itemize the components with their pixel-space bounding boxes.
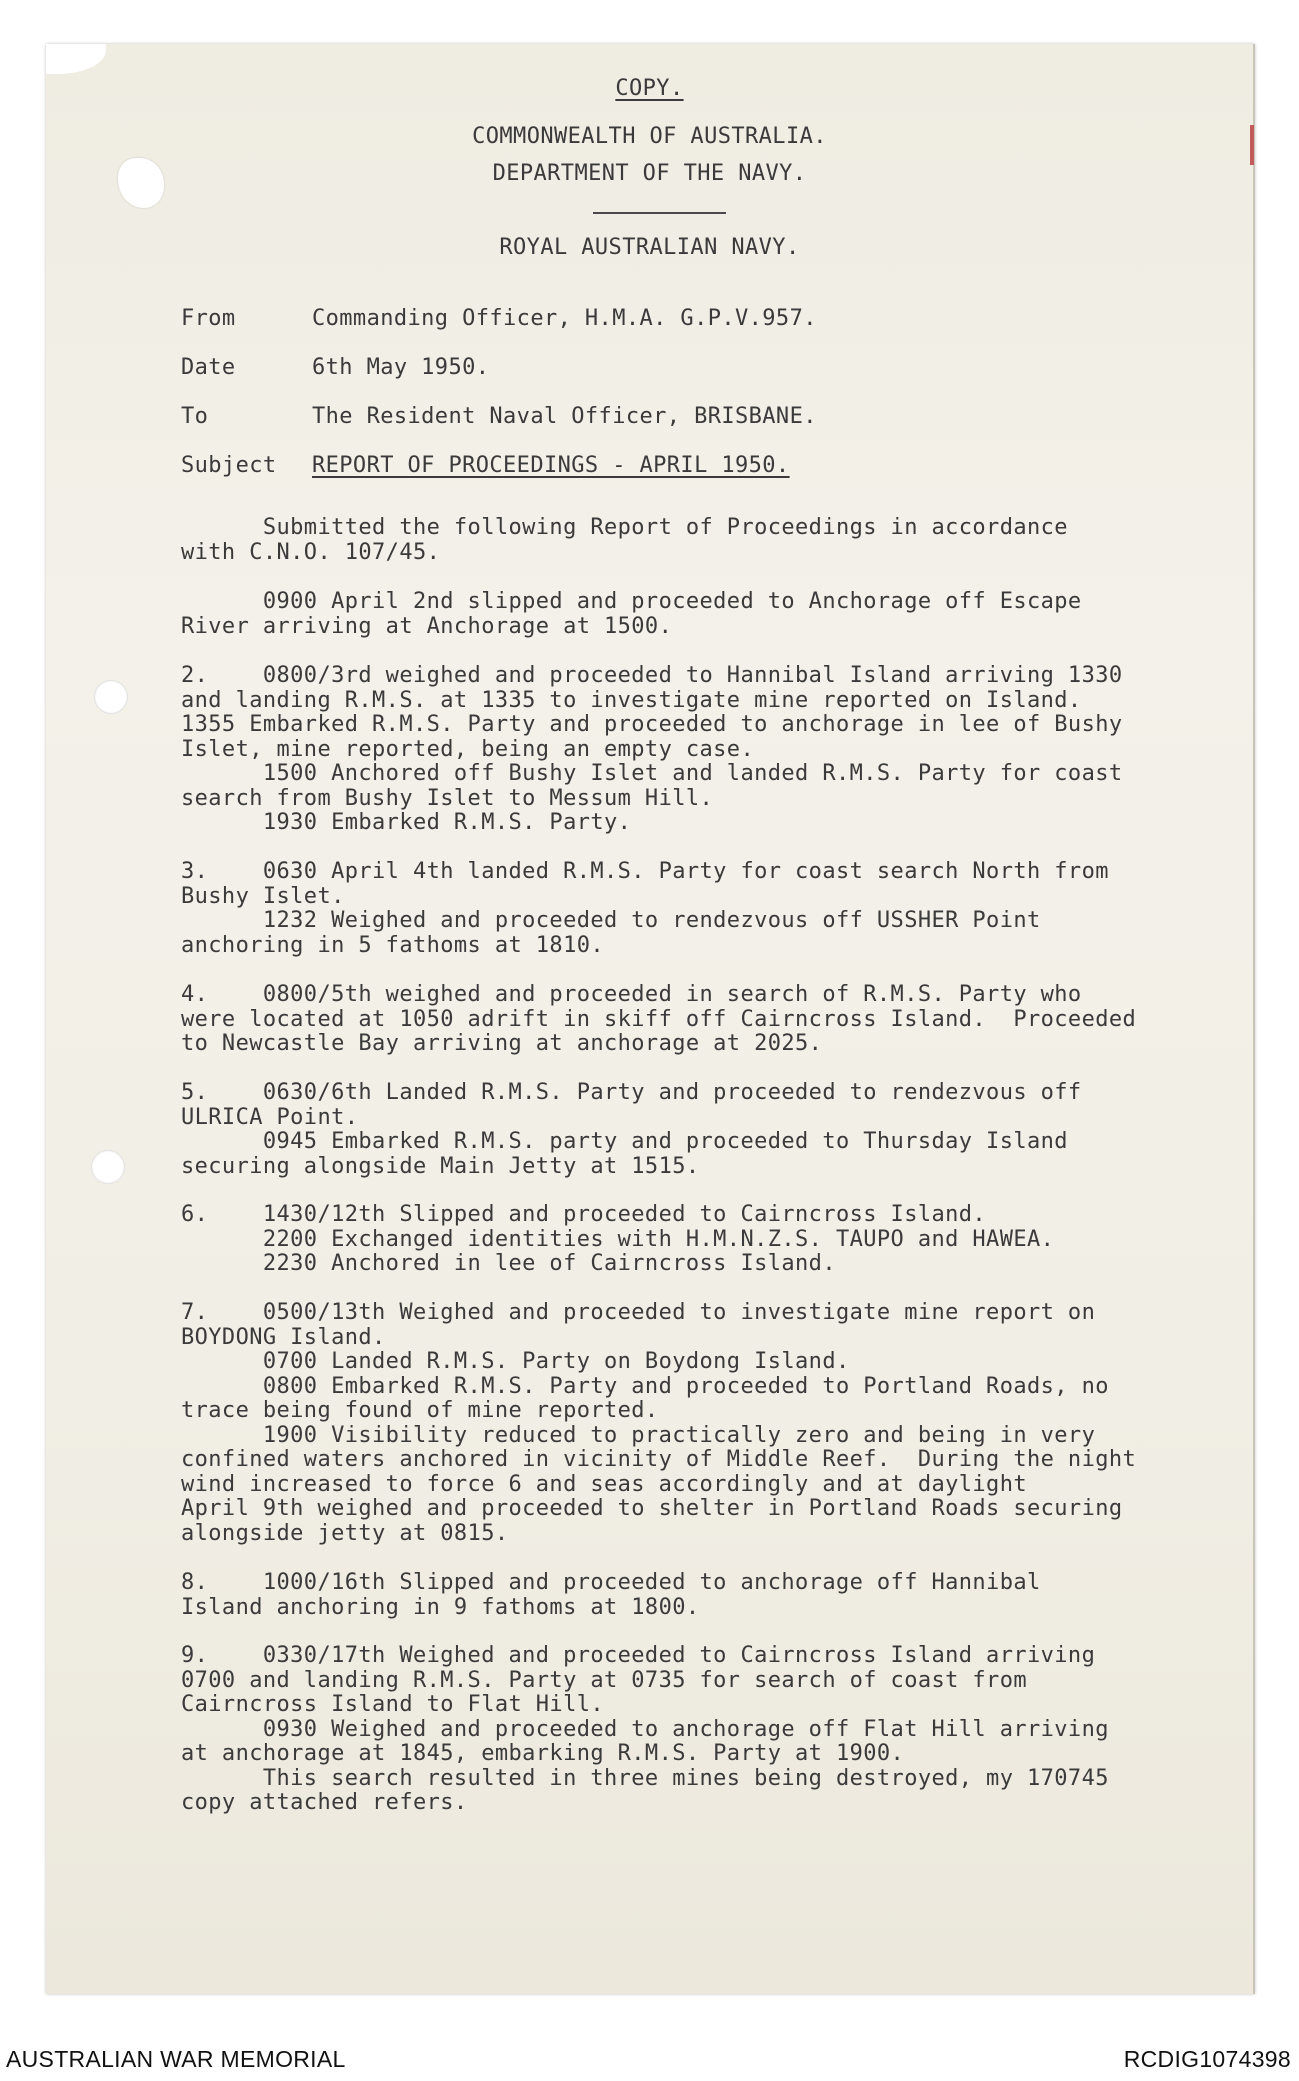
footer-source: AUSTRALIAN WAR MEMORIAL (6, 2046, 346, 2072)
paragraph-7: 7. 0500/13th Weighed and proceeded to investigate mine report on BOYDONG Island. 0700 Landed R.M.S. Party on Boydong Island. 0800 Embarked R.M.S. Party and proceeded to Portland Roads, no trace being found of mine reported. 1900 Visibility reduced to practically zero and being in very confined waters anchored in vicinity of Middle Reef. During the night wind increased to force 6 and seas accordingly and at daylight April 9th weighed and proceeded to shelter in Portland Roads securing alongside jetty at 0815. (181, 1300, 1137, 1546)
paragraph-2: 2. 0800/3rd weighed and proceeded to Hannibal Island arriving 1330 and landing R.M.S. at 1335 to investigate mine reported on Island. 1355 Embarked R.M.S. Party and proceeded to anchorage in lee of Bushy Islet, mine reported, being an empty case. 1500 Anchored off Bushy Islet and landed R.M.S. Party for coast search from Bushy Islet to Messum Hill. 1930 Embarked R.M.S. Party. (181, 663, 1123, 835)
field-value-to: The Resident Naval Officer, BRISBANE. (312, 404, 817, 429)
copy-label: COPY. (615, 76, 684, 101)
punch-hole (91, 1150, 125, 1184)
heading-navy: ROYAL AUSTRALIAN NAVY. (499, 235, 800, 260)
divider (593, 212, 726, 214)
punch-hole (94, 680, 128, 714)
heading-department: DEPARTMENT OF THE NAVY. (492, 161, 807, 186)
paragraph-5: 5. 0630/6th Landed R.M.S. Party and proceeded to rendezvous off ULRICA Point. 0945 Embarked R.M.S. party and proceeded to Thursday Island securing alongside Main Jetty at 1515. (181, 1080, 1082, 1179)
field-label-from: From (181, 306, 236, 331)
heading-commonwealth: COMMONWEALTH OF AUSTRALIA. (472, 124, 827, 149)
paragraph-4: 4. 0800/5th weighed and proceeded in search of R.M.S. Party who were located at 1050 adrift in skiff off Cairncross Island. Proceeded to Newcastle Bay arriving at anchorage at 2025. (181, 982, 1137, 1056)
field-label-date: Date (181, 355, 236, 380)
paragraph-3: 3. 0630 April 4th landed R.M.S. Party for coast search North from Bushy Islet. 1232 Weighed and proceeded to rendezvous off USSHER Point anchoring in 5 fathoms at 1810. (181, 859, 1109, 958)
field-value-subject: REPORT OF PROCEEDINGS - APRIL 1950. (312, 453, 790, 478)
paragraph-1: 0900 April 2nd slipped and proceeded to Anchorage off Escape River arriving at Anchorage at 1500. (181, 589, 1082, 639)
footer-id: RCDIG1074398 (1123, 2046, 1291, 2072)
field-value-date: 6th May 1950. (312, 355, 490, 380)
paragraph-6: 6. 1430/12th Slipped and proceeded to Cairncross Island. 2200 Exchanged identities with H.M.N.Z.S. TAUPO and HAWEA. 2230 Anchored in lee of Cairncross Island. (181, 1202, 1055, 1276)
field-value-from: Commanding Officer, H.M.A. G.P.V.957. (312, 306, 817, 331)
paragraph-intro: Submitted the following Report of Proceedings in accordance with C.N.O. 107/45. (181, 515, 1068, 565)
field-label-subject: Subject (181, 453, 277, 478)
paragraph-9: 9. 0330/17th Weighed and proceeded to Cairncross Island arriving 0700 and landing R.M.S. Party at 0735 for search of coast from Cairncross Island to Flat Hill. 0930 Weighed and proceeded to anchorage off Flat Hill arriving at anchorage at 1845, embarking R.M.S. Party at 1900. This search resulted in three mines being destroyed, my 170745 copy attached refers. (181, 1643, 1109, 1815)
paragraph-8: 8. 1000/16th Slipped and proceeded to anchorage off Hannibal Island anchoring in 9 fathoms at 1800. (181, 1570, 1041, 1620)
field-label-to: To (181, 404, 209, 429)
